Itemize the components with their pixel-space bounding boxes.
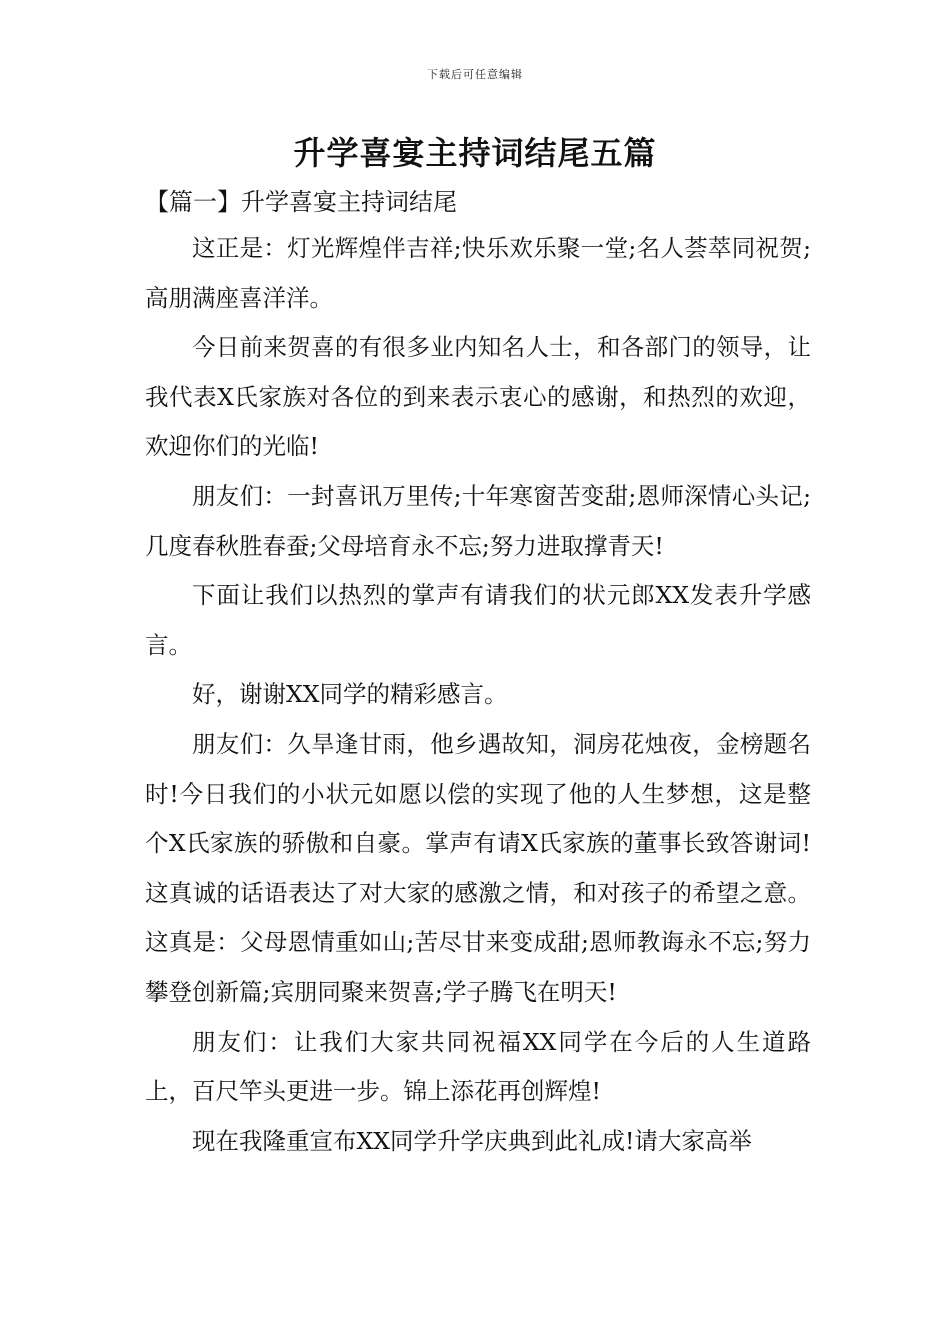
- paragraph: 下面让我们以热烈的掌声有请我们的状元郎XX发表升学感言。: [145, 581, 811, 659]
- section-heading: 【篇一】升学喜宴主持词结尾: [145, 188, 457, 216]
- paragraph: 好，谢谢XX同学的精彩感言。: [192, 680, 508, 709]
- paragraph: 现在我隆重宣布XX同学升学庆典到此礼成!请大家高举: [192, 1126, 752, 1155]
- paragraph: 今日前来贺喜的有很多业内知名人士，和各部门的领导，让我代表X氏家族对各位的到来表示衷心的感谢，和热烈的欢迎，欢迎你们的光临!: [145, 333, 811, 461]
- paragraph: 朋友们：一封喜讯万里传;十年寒窗苦变甜;恩师深情心头记;几度春秋胜春蚕;父母培育永不忘;努力进取撑青天!: [145, 481, 811, 560]
- paragraph: 朋友们：让我们大家共同祝福XX同学在今后的人生道路上，百尺竿头更进一步。锦上添花再创辉煌!: [145, 1027, 811, 1106]
- paragraph: 朋友们：久旱逢甘雨，他乡遇故知，洞房花烛夜，金榜题名时!今日我们的小状元如愿以偿的实现了他的人生梦想，这是整个X氏家族的骄傲和自豪。掌声有请X氏家族的董事长致答谢词!这真诚的话语表达了对大家的感激之情，和对孩子的希望之意。这真是：父母恩情重如山;苦尽甘来变成甜;恩师教诲永不忘;努力攀登创新篇;宾朋同聚来贺喜;学子腾飞在明天!: [145, 729, 811, 1006]
- header-note: 下载后可任意编辑: [427, 68, 523, 81]
- document-title: 升学喜宴主持词结尾五篇: [293, 134, 657, 172]
- body-text: [145, 224, 811, 1166]
- paragraph: 这正是：灯光辉煌伴吉祥;快乐欢乐聚一堂;名人荟萃同祝贺;高朋满座喜洋洋。: [145, 234, 811, 312]
